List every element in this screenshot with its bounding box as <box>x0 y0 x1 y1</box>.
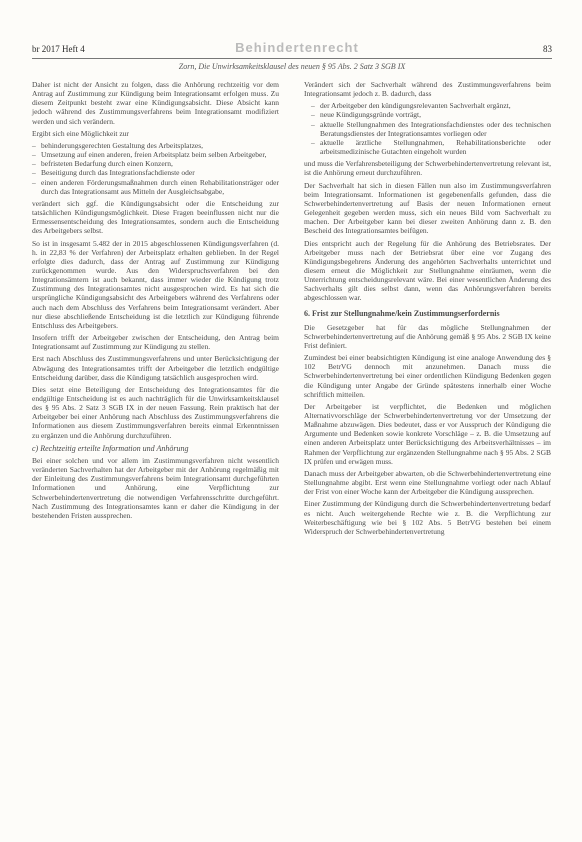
paragraph: Der Sachverhalt hat sich in diesen Fällen nun also im Zustimmungsverfahren beim Integrationsamt. Informationen ist gegebenenfalls gefunden, dass die Schwerbehindertenvertretung auf Basis der neuen Informationen erneut Gelegenheit gegeben werden muss, sich ein neues Bild vom Sachverhalt zu machen. Der Arbeitgeber kann bei dieser zweiten Anhörung dann z. B. den Bescheid des Integrationsamtes beifügen. <box>304 180 551 236</box>
list-item: – befristeten Bedarfung durch einen Konzern, <box>41 159 279 168</box>
list-item: – der Arbeitgeber den kündigungsrelevanten Sachverhalt ergänzt, <box>320 101 551 110</box>
paragraph: Danach muss der Arbeitgeber abwarten, ob die Schwerbehindertenvertretung eine Stellungnahme abgibt. Erst wenn eine Stellungnahme vorliegt oder nach Ablauf der Frist von einer Woche kann der Arbeitgeber die Kündigung aussprechen. <box>304 468 551 497</box>
list-item: – aktuelle Stellungnahmen des Integrationsfachdienstes oder des technischen Beratungsdienstes der Integrationsamtes vorliegen oder <box>320 120 551 138</box>
paragraph: Daher ist nicht der Ansicht zu folgen, dass die Anhörung rechtzeitig vor dem Antrag auf Zustimmung zur Kündigung beim Integrationsamt erfolgen muss. Zu diesem Zeitpunkt besteht zwar eine Kündigungsabsicht. Diese Absicht kann jedoch während des Zustimmungsverfahrens beim Integrationsamt modifiziert werden und sich verändern. <box>32 80 279 126</box>
journal-issue: br 2017 Heft 4 <box>32 44 85 54</box>
section-heading: 6. Frist zur Stellungnahme/kein Zustimmungserfordernis <box>304 308 500 318</box>
list-item: – Umsetzung auf einen anderen, freien Arbeitsplatz beim selben Arbeitgeber, <box>41 150 279 159</box>
paragraph: Erst nach Abschluss des Zustimmungsverfahrens und unter Berücksichtigung der Abwägung des Integrationsamtes trifft der Arbeitgeber die letztlich endgültige Entscheidung darüber, dass die Kündigung tatsächlich ausgesprochen wird. <box>32 354 279 382</box>
paragraph: Verändert sich der Sachverhalt während des Zustimmungsverfahrens beim Integrationsamt jedoch z. B. dadurch, dass <box>304 80 551 99</box>
paragraph: Insofern trifft der Arbeitgeber zwischen der Entscheidung, den Antrag beim Integrationsamt auf Zustimmung zur Kündigung zu stellen. <box>32 333 279 352</box>
page-number: 83 <box>543 44 552 54</box>
list-item: – einen anderen Förderungsmaßnahmen durch einen Rehabilitationsträger oder durch das Integrationsamt aus Mitteln der Ausgleichsabgabe, <box>41 178 279 196</box>
bullet-list <box>32 141 279 196</box>
list-item: – Beseitigung durch das Integrationsfachdienste oder <box>41 168 279 177</box>
paragraph: verändert sich ggf. die Kündigungsabsicht oder die Entscheidung zur tatsächlichen Kündigungsmöglichkeit. Diese Fragen beeinflussen nicht nur die Ermessensentscheidung des Integrationsamtes, sondern auch die Entscheidung des Arbeitgebers selbst. <box>32 198 279 236</box>
paragraph: Dies entspricht auch der Regelung für die Anhörung des Betriebsrates. Der Arbeitgeber muss nach der Betriebsrat über eine vor Zugang des Kündigungsbegehrens Änderung des angehörten Sachverhalts unterrichtet und diesem erneut die Möglichkeit zur Stellungnahme einräumen, wenn die Unterrichtung entscheidungsrelevant wäre. Bei einer wesentlichen Änderung des Sachverhalts gilt dies selbst dann, wenn das Anhörungsverfahren bereits abgeschlossen war. <box>304 238 551 303</box>
bullet-list <box>304 101 551 156</box>
paragraph: Die Gesetzgeber hat für das mögliche Stellungnahmen der Schwerbehindertenvertretung auf die Anhörung gemäß § 95 Abs. 2 SGB IX keine Frist definiert. <box>304 322 551 350</box>
paragraph: Einer Zustimmung der Kündigung durch die Schwerbehindertenvertretung bedarf es nicht. Auch weitergehende Rechte wie z. B. die Verpflichtung zur Weiterbeschäftigung wie bei § 102 Abs. 5 BetrVG bestehen bei einem Widerspruch der Schwerbehindertenvertretung <box>304 499 551 536</box>
list-item: – behinderungsgerechten Gestaltung des Arbeitsplatzes, <box>41 141 279 150</box>
right-column <box>304 80 551 539</box>
page-header <box>32 42 552 58</box>
paragraph: Bei einer solchen und vor allem im Zustimmungsverfahren nicht wesentlich veränderten Sachverhalten hat der Arbeitgeber mit der Anhörung regelmäßig mit der Einleitung des Zustimmungsverfahrens beim Integrationsamt durchgeführten Informationen und Anhörung, eine Verpflichtung zur Schwerbehindertenvertretung die notwendigen Verfahrensschritte durchgeführt. Nach Zustimmung des Integrationsamtes kann er daher die Kündigung in der bestehenden Fristen aussprechen. <box>32 455 279 520</box>
list-item: – aktuelle ärztliche Stellungnahmen, Rehabilitationsberichte oder arbeitsmedizinische Gutachten eingeholt wurden <box>320 138 551 156</box>
header-rule <box>32 58 552 59</box>
section-heading: c) Rechtzeitig erteilte Information und Anhörung <box>32 443 189 453</box>
running-title: Zorn, Die Unwirksamkeitsklausel des neuen § 95 Abs. 2 Satz 3 SGB IX <box>178 62 406 71</box>
paragraph: So ist in insgesamt 5.482 der in 2015 abgeschlossenen Kündigungsverfahren (d. h. in 22,83 % der Verfahren) der Arbeitsplatz erhalten geblieben. In der Regel erfolgte dies dadurch, dass der Antrag auf Zustimmung zur Kündigung zurückgenommen wurde. Aus den Widerspruchsverfahren bei den Integrationsämtern ist auch bekannt, dass immer wieder die Kündigung trotz Zustimmung des Integrationsamtes nicht ausgesprochen wird. Es hat sich die ursprüngliche Kündigungsabsicht des Arbeitgebers während des Verfahrens oder auch nach dem Abschluss des Verfahrens beim Integrationsamt verändert. Aber nur diese abschließende Entscheidung ist die letztlich zur Kündigung führende Entschluss des Arbeitgebers. <box>32 238 279 330</box>
paragraph: Ergibt sich eine Möglichkeit zur <box>32 128 129 138</box>
paragraph: Dies setzt eine Beteiligung der Entscheidung des Integrationsamtes für die endgültige Entscheidung ist es auch nachträglich für die Unwirksamkeitsklausel des § 95 Abs. 2 Satz 3 SGB IX in der neuen Fassung. Rein praktisch hat der Arbeitgeber bei einer Anhörung nach Abschluss des Zustimmungsverfahrens die Informationen aus diesem Zustimmungsverfahren bereits einmal Erkenntnissen zu ergänzen und die Anhörung durchzuführen. <box>32 384 279 440</box>
paragraph: und muss die Verfahrensbeteiligung der Schwerbehindertenvertretung relevant ist, ist die Anhörung erneut durchzuführen. <box>304 159 551 178</box>
paragraph: Zumindest bei einer beabsichtigten Kündigung ist eine analoge Anwendung des § 102 BetrVG dennoch mit anzunehmen. Danach muss die Schwerbehindertenvertretung bei einer ordentlichen Kündigung Bedenken gegen die Kündigung unter Angabe der Gründe spätestens innerhalb einer Woche schriftlich mitteilen. <box>304 353 551 399</box>
list-item: – neue Kündigungsgründe vorträgt, <box>320 110 551 119</box>
left-column <box>32 80 279 523</box>
journal-title: Behindertenrecht <box>235 40 359 55</box>
paragraph: Der Arbeitgeber ist verpflichtet, die Bedenken und möglichen Alternativvorschläge der Schwerbehindertenvertretung vor der Umsetzung der Maßnahme abzuwägen. Dies bedeutet, dass er vor Ausspruch der Kündigung die Argumente und Bedenken sowie konkrete Vorschläge – z. B. die Umsetzung auf einen anderen Arbeitsplatz unter Berücksichtigung des Arbeitsverhältnisses – im Rahmen der Verpflichtung zur ergänzenden Stellungnahme nach § 95 Abs. 2 SGB IX prüfen und erwägen muss. <box>304 401 551 466</box>
